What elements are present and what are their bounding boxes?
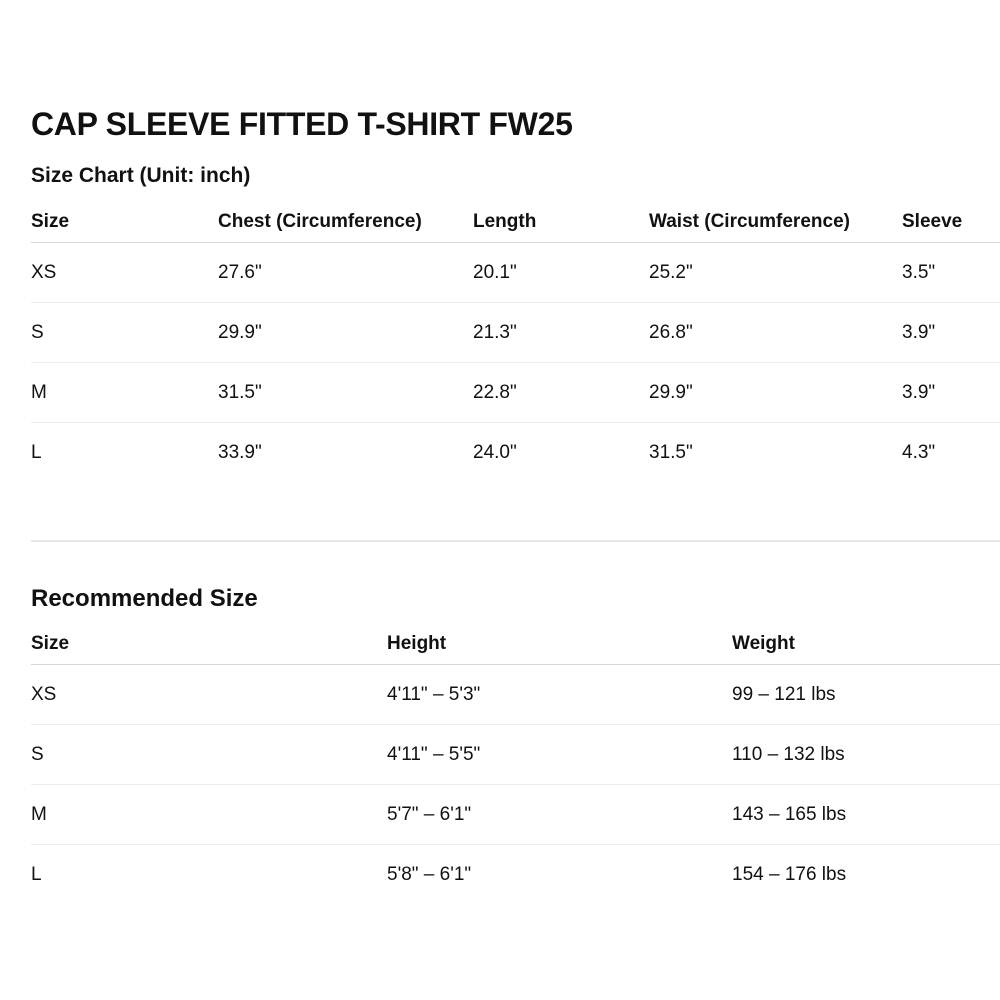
table-row bbox=[31, 363, 1000, 423]
cell-length: 20.1" bbox=[473, 262, 517, 283]
table-header-row bbox=[31, 202, 1000, 243]
cell-length: 24.0" bbox=[473, 442, 517, 463]
cell-weight: 154 – 176 lbs bbox=[732, 864, 847, 885]
cell-waist: 25.2" bbox=[649, 262, 693, 283]
cell-sleeve: 3.5" bbox=[902, 262, 936, 283]
cell-height: 5'8" – 6'1" bbox=[387, 864, 472, 885]
cell-height: 5'7" – 6'1" bbox=[387, 804, 472, 825]
table-row bbox=[31, 845, 1000, 905]
section-divider bbox=[31, 540, 1000, 542]
cell-size: M bbox=[31, 382, 47, 403]
cell-waist: 31.5" bbox=[649, 442, 693, 463]
size-chart-title: Size Chart (Unit: inch) bbox=[31, 164, 251, 187]
size-chart-table bbox=[31, 202, 1000, 483]
cell-length: 21.3" bbox=[473, 322, 517, 343]
cell-size: S bbox=[31, 322, 44, 343]
column-header-length: Length bbox=[473, 211, 537, 232]
cell-size: L bbox=[31, 442, 42, 463]
cell-size: XS bbox=[31, 262, 57, 283]
cell-height: 4'11" – 5'5" bbox=[387, 744, 481, 765]
table-row bbox=[31, 785, 1000, 845]
cell-sleeve: 3.9" bbox=[902, 382, 936, 403]
table-header-row bbox=[31, 624, 1000, 665]
cell-size: XS bbox=[31, 684, 57, 705]
column-header-sleeve: Sleeve bbox=[902, 211, 963, 232]
table-row bbox=[31, 423, 1000, 483]
cell-chest: 33.9" bbox=[218, 442, 262, 463]
column-header-size: Size bbox=[31, 633, 70, 654]
table-row bbox=[31, 665, 1000, 725]
size-guide-page bbox=[31, 0, 1000, 1000]
column-header-size: Size bbox=[31, 211, 70, 232]
recommended-size-title: Recommended Size bbox=[31, 585, 258, 612]
cell-weight: 143 – 165 lbs bbox=[732, 804, 847, 825]
column-header-weight: Weight bbox=[732, 633, 795, 654]
cell-waist: 29.9" bbox=[649, 382, 693, 403]
column-header-height: Height bbox=[387, 633, 447, 654]
cell-sleeve: 4.3" bbox=[902, 442, 936, 463]
cell-chest: 27.6" bbox=[218, 262, 262, 283]
cell-chest: 29.9" bbox=[218, 322, 262, 343]
cell-height: 4'11" – 5'3" bbox=[387, 684, 481, 705]
cell-size: L bbox=[31, 864, 42, 885]
table-row bbox=[31, 725, 1000, 785]
cell-weight: 110 – 132 lbs bbox=[732, 744, 845, 765]
cell-size: M bbox=[31, 804, 47, 825]
table-row bbox=[31, 243, 1000, 303]
cell-size: S bbox=[31, 744, 44, 765]
cell-chest: 31.5" bbox=[218, 382, 262, 403]
cell-length: 22.8" bbox=[473, 382, 517, 403]
column-header-waist: Waist (Circumference) bbox=[649, 211, 850, 232]
cell-waist: 26.8" bbox=[649, 322, 693, 343]
cell-weight: 99 – 121 lbs bbox=[732, 684, 836, 705]
column-header-chest: Chest (Circumference) bbox=[218, 211, 422, 232]
product-title: CAP SLEEVE FITTED T-SHIRT FW25 bbox=[31, 106, 573, 142]
table-row bbox=[31, 303, 1000, 363]
recommended-size-table bbox=[31, 624, 1000, 905]
cell-sleeve: 3.9" bbox=[902, 322, 936, 343]
